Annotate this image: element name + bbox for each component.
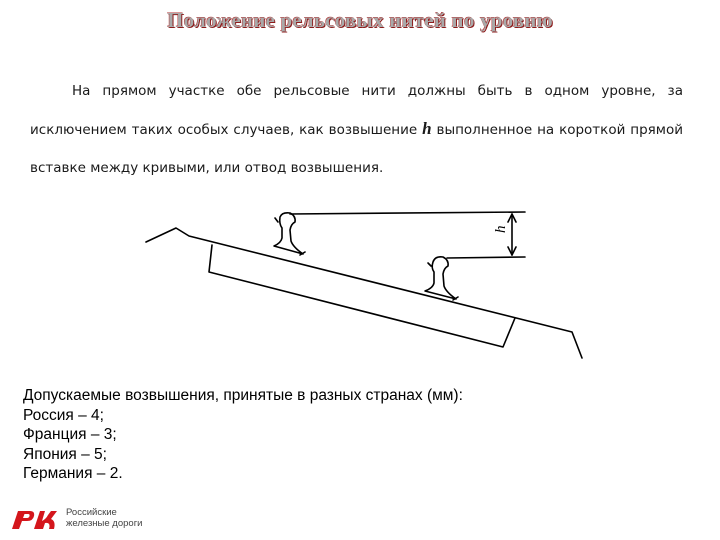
left-rail: [274, 213, 305, 255]
h-label: h: [493, 225, 509, 233]
page-title: Положение рельсовых нитей по уровню: [167, 8, 553, 32]
rail-elevation-diagram: [140, 200, 600, 370]
dimension-line-top: [290, 212, 525, 214]
rzd-logo-icon: [10, 507, 62, 531]
h-symbol: h: [422, 119, 432, 138]
right-rail: [425, 257, 458, 300]
rzd-logo: [10, 507, 190, 531]
allowance-item: Франция – 3;: [23, 426, 117, 443]
intro-text-after: выполненное на короткой прямой вставке между кривыми, или отвод возвышения.: [30, 122, 683, 176]
sleeper: [209, 245, 515, 347]
allowance-item: Япония – 5;: [23, 445, 107, 463]
intro-paragraph: [30, 72, 683, 187]
allowance-item: Германия – 2.: [23, 465, 123, 482]
logo-line-1: Российские: [66, 507, 117, 518]
allowances-heading: Допускаемые возвышения, принятые в разных странах (мм):: [23, 387, 463, 404]
allowance-item: Россия – 4;: [23, 406, 104, 424]
allowances-list: [23, 386, 623, 484]
logo-line-2: железные дороги: [66, 518, 143, 529]
dimension-line-bottom: [447, 257, 525, 258]
rzd-logo-text: [66, 507, 142, 529]
intro-text-before: На прямом участке обе рельсовые нити должны быть в одном уровне, за исключением таких особых случаев, как возвышение: [30, 83, 683, 138]
